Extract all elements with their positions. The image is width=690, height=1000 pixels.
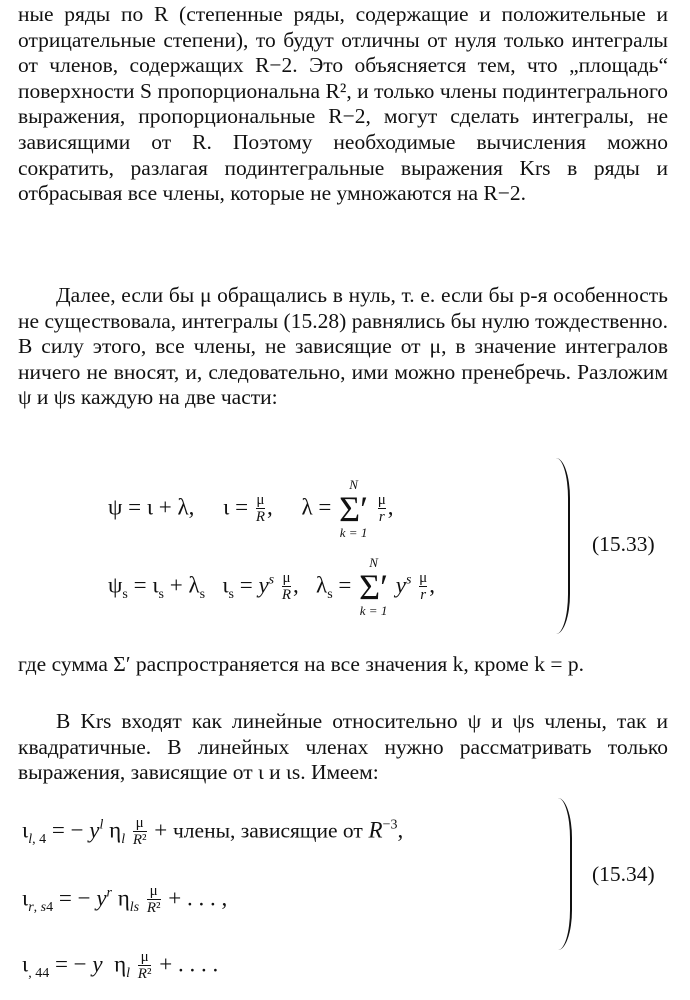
right-brace-2 (556, 798, 572, 950)
sum-symbol-s: N Σ′ k = 1 (359, 555, 388, 618)
equation-text: члены, зависящие от (172, 818, 363, 843)
right-brace (554, 458, 570, 634)
equation-psi: ψ = ι + λ, ι = $\frac{\mu}{R}$ , λ = N Σ′ k = 1 $\frac{\mu}{r}$ , (108, 477, 394, 540)
paragraph-2: Далее, если бы μ обращались в нуль, т. е. если бы p-я особенность не существовала, интегралы (15.28) равнялись бы нулю тождественно. В силу этого, все члены, не зависящие от μ, в значение интегралов ничего не вносят, и, следовательно, ими можно пренебречь. Разложим ψ и ψs каждую на две части: (18, 283, 668, 410)
paragraph-3: где сумма Σ′ распространяется на все значения k, кроме k = p. (18, 652, 584, 676)
equation-iota-rs4: $\iota_{r, s4}$ = − $y^r$ $\eta_{ls}$ $\frac{\mu}{\text{R²}}$ + . . . , (22, 883, 228, 916)
fraction-mu-k-over-r: $\frac{\mu}{r}$ (377, 492, 386, 525)
paragraph-4: В Krs входят как линейные относительно ψ и ψs члены, так и квадратичные. В линейных членах нужно рассматривать только выражения, зависящие от ι и ιs. Имеем: (18, 709, 668, 785)
equation-iota-44: $\iota_{, 44}$ = − y $\eta_l$ $\frac{\mu}{\text{R²}}$ + . . . . (22, 949, 219, 982)
equation-iota-l4: $\iota_{l, 4}$ = − $y^l$ $\eta_l$ $\frac{\mu}{\text{R²}}$ + члены, зависящие от $R^{-3}$, (22, 815, 404, 848)
fraction-mu-over-r: $\frac{\mu}{R}$ (255, 492, 266, 525)
fraction-mu-over-r2-c: $\frac{\mu}{\text{R²}}$ (137, 949, 152, 982)
equation-number-2: (15.34) (592, 862, 655, 886)
fraction-mu-over-r-s: $\frac{\mu}{R}$ (281, 570, 292, 603)
paragraph-1: ные ряды по R (степенные ряды, содержащие и положительные и отрицательные степени), то будут отличны от нуля только интегралы от членов, содержащих R−2. Это объясняется тем, что „площадь“ поверхности S пропорциональна R², и только члены подинтегрального выражения, пропорциональные R−2, могут сделать интегралы, не зависящими от R. Поэтому необходимые вычисления можно сократить, разлагая подинтегральные выражения Krs в ряды и отбрасывая все члены, которые не умножаются на R−2. (18, 2, 668, 206)
fraction-mu-over-r2-b: $\frac{\mu}{\text{R²}}$ (146, 883, 161, 916)
fraction-mu-over-r2: $\frac{\mu}{\text{R²}}$ (132, 815, 147, 848)
equation-number: (15.33) (592, 532, 655, 556)
fraction-mu-k-over-r-s: $\frac{\mu}{r}$ (419, 570, 428, 603)
sum-symbol: N Σ′ k = 1 (339, 477, 368, 540)
equation-psi-s: $\psi_s = \iota_s + \lambda_s$ $\iota_s = y^s$ $\frac{\mu}{R}$ , $\lambda_s$ = N Σ′ k = 1 $y^s$ $\frac{\mu}{r}$ , (108, 555, 435, 618)
